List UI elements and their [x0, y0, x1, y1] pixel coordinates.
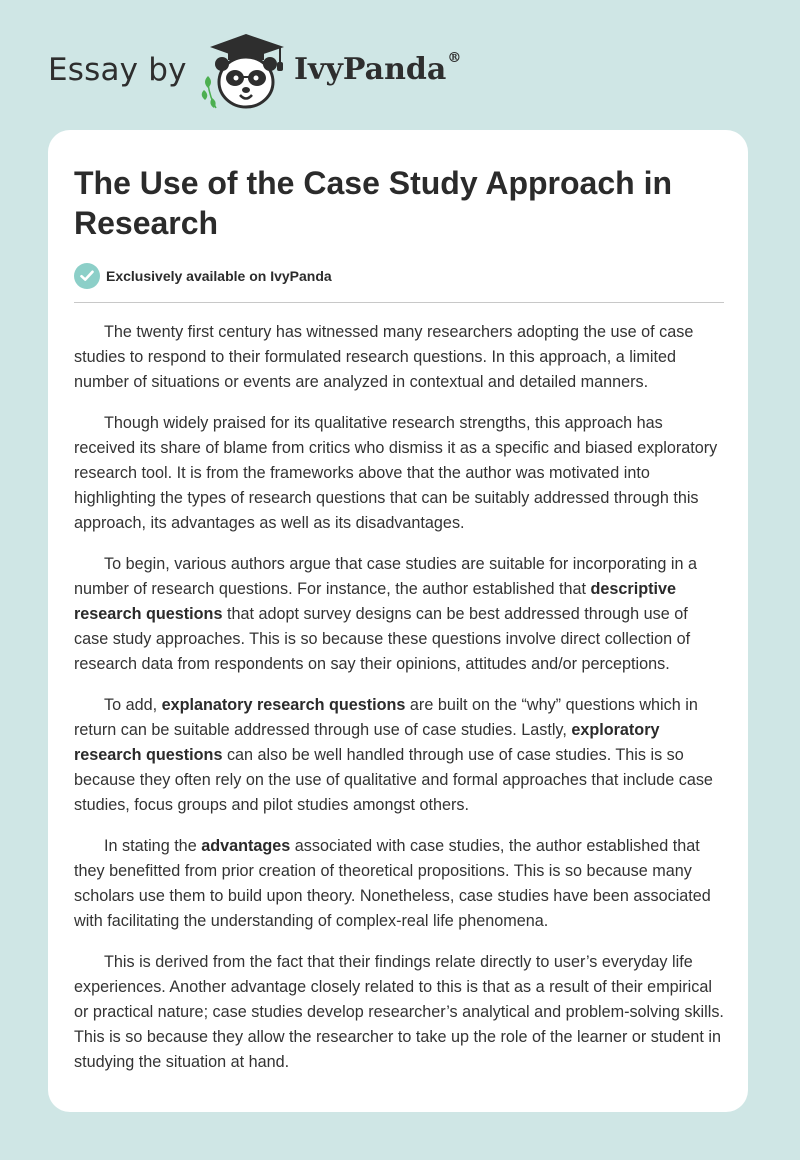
check-circle-icon [74, 263, 100, 289]
paragraph-text: To begin, various authors argue that case studies are suitable for incorporating in a number of research questions. For instance, the author established that [74, 555, 697, 598]
paragraph [74, 693, 726, 818]
paragraph-text: can also be well handled through use of case studies. This is so because they often rely on the use of qualitative and formal approaches that include case studies, focus groups and pilot studies amongst others. [74, 746, 713, 814]
paragraph-text: that adopt survey designs can be best addressed through use of case study approaches. This is so because these questions involve direct collection of research data from respondents on say their opinions, attitudes and/or perceptions. [74, 605, 691, 673]
bold-term: exploratory research questions [74, 721, 660, 764]
exclusive-badge [74, 263, 332, 289]
brand-name-text: IvyPanda [294, 52, 447, 87]
paragraph-text: associated with case studies, the author established that they benefitted from prior creation of theoretical propositions. This is so because many scholars use them to build upon theory. Nonetheless, case studies have been associated with facilitating the understanding of complex-real life phenomena. [74, 837, 711, 930]
registered-mark: ® [447, 50, 462, 66]
ivypanda-wordmark[interactable] [294, 52, 461, 87]
panda-graduate-logo-icon[interactable] [200, 32, 292, 112]
paragraph [74, 320, 726, 395]
exclusive-text: Exclusively available on IvyPanda [106, 268, 332, 284]
divider [74, 302, 724, 303]
paragraph [74, 411, 726, 536]
essay-card [48, 130, 748, 1112]
essay-by-label: Essay by [48, 52, 187, 88]
paragraph-text: In stating the [104, 837, 202, 855]
bold-term: explanatory research questions [161, 696, 406, 714]
bold-term: advantages [201, 837, 291, 855]
paragraph-text: To add, [104, 696, 162, 714]
page-title: The Use of the Case Study Approach in Research [74, 165, 673, 241]
paragraph-text: This is derived from the fact that their findings relate directly to user’s everyday life experiences. Another advantage closely related to this is that as a result of their empirical or practical nature; case studies develop researcher’s analytical and problem-solving skills. This is so because they allow the researcher to take up the role of the learner or student in studying the situation at hand. [74, 953, 724, 1071]
bold-term: descriptive research questions [74, 580, 676, 623]
paragraph-text: The twenty first century has witnessed many researchers adopting the use of case studies to respond to their formulated research questions. In this approach, a limited number of situations or events are analyzed in contextual and detailed manners. [74, 323, 694, 391]
paragraph-text: Though widely praised for its qualitative research strengths, this approach has received its share of blame from critics who dismiss it as a specific and biased exploratory research tool. It is from the frameworks above that the author was motivated into highlighting the types of research questions that can be suitably addressed through this approach, its advantages as well as its disadvantages. [74, 414, 718, 532]
site-header [48, 30, 608, 110]
paragraph [74, 950, 726, 1075]
paragraph [74, 552, 726, 677]
paragraph [74, 834, 726, 934]
essay-body [74, 320, 726, 1091]
paragraph-text: are built on the “why” questions which in return can be suitable addressed through use of case studies. Lastly, [74, 696, 698, 739]
